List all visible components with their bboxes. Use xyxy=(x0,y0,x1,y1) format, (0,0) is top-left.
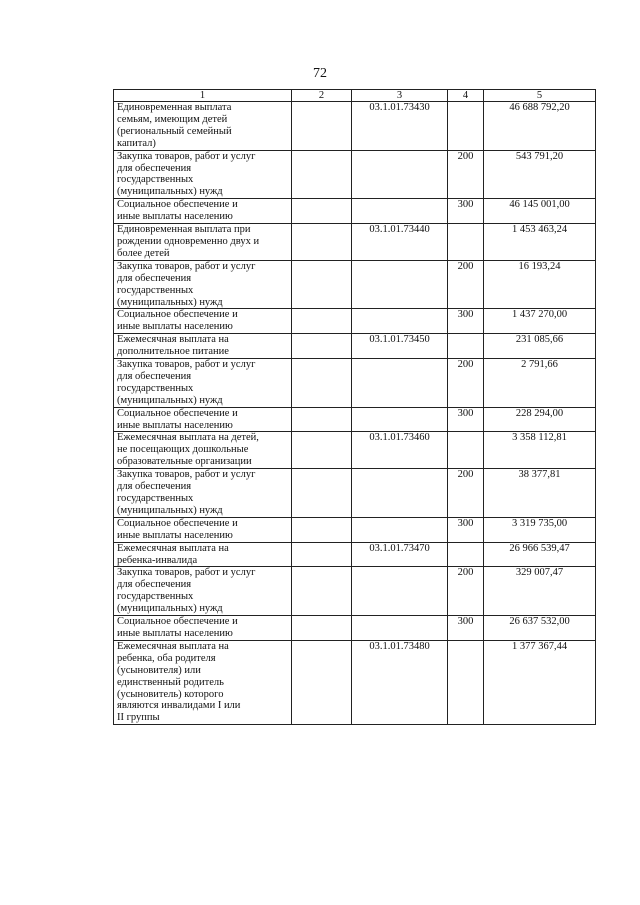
page-number: 72 xyxy=(313,66,327,81)
row-code: 03.1.01.73480 xyxy=(352,640,448,724)
row-col2 xyxy=(292,334,352,359)
budget-table xyxy=(113,89,596,725)
table-row xyxy=(114,260,596,309)
row-amount: 38 377,81 xyxy=(484,469,596,518)
row-amount: 3 319 735,00 xyxy=(484,517,596,542)
table-row xyxy=(114,616,596,641)
row-amount: 3 358 112,81 xyxy=(484,432,596,469)
table-row xyxy=(114,334,596,359)
table-row xyxy=(114,199,596,224)
row-code xyxy=(352,309,448,334)
row-col2 xyxy=(292,542,352,567)
row-amount: 1 377 367,44 xyxy=(484,640,596,724)
header-col-1: 1 xyxy=(114,90,292,102)
table-row xyxy=(114,517,596,542)
row-col2 xyxy=(292,469,352,518)
row-code xyxy=(352,407,448,432)
row-name: Закупка товаров, работ и услуг для обеспечения государственных (муниципальных) нужд xyxy=(114,260,292,309)
row-amount: 1 453 463,24 xyxy=(484,224,596,261)
row-type xyxy=(448,432,484,469)
table-row xyxy=(114,640,596,724)
row-type xyxy=(448,640,484,724)
row-amount: 2 791,66 xyxy=(484,359,596,408)
row-type: 300 xyxy=(448,199,484,224)
row-col2 xyxy=(292,432,352,469)
row-name: Ежемесячная выплата на детей, не посещающих дошкольные образовательные организации xyxy=(114,432,292,469)
row-name: Ежемесячная выплата на дополнительное питание xyxy=(114,334,292,359)
table-row xyxy=(114,224,596,261)
row-col2 xyxy=(292,640,352,724)
row-name: Закупка товаров, работ и услуг для обеспечения государственных (муниципальных) нужд xyxy=(114,150,292,199)
row-col2 xyxy=(292,517,352,542)
table-row xyxy=(114,407,596,432)
row-code xyxy=(352,199,448,224)
row-amount: 543 791,20 xyxy=(484,150,596,199)
row-amount: 329 007,47 xyxy=(484,567,596,616)
row-col2 xyxy=(292,359,352,408)
header-col-4: 4 xyxy=(448,90,484,102)
row-code xyxy=(352,469,448,518)
row-name: Ежемесячная выплата на ребенка-инвалида xyxy=(114,542,292,567)
row-name: Ежемесячная выплата на ребенка, оба родителя (усыновителя) или единственный родитель (усыновитель) которого являются инвалидами I или II группы xyxy=(114,640,292,724)
row-col2 xyxy=(292,567,352,616)
row-col2 xyxy=(292,616,352,641)
row-code: 03.1.01.73440 xyxy=(352,224,448,261)
row-code: 03.1.01.73470 xyxy=(352,542,448,567)
row-amount: 228 294,00 xyxy=(484,407,596,432)
row-col2 xyxy=(292,150,352,199)
row-code: 03.1.01.73430 xyxy=(352,102,448,151)
row-col2 xyxy=(292,199,352,224)
row-code xyxy=(352,260,448,309)
row-type: 200 xyxy=(448,150,484,199)
row-name: Социальное обеспечение и иные выплаты населению xyxy=(114,199,292,224)
row-code xyxy=(352,517,448,542)
row-col2 xyxy=(292,224,352,261)
row-amount: 46 688 792,20 xyxy=(484,102,596,151)
table-row xyxy=(114,432,596,469)
table-row xyxy=(114,469,596,518)
row-col2 xyxy=(292,309,352,334)
header-col-2: 2 xyxy=(292,90,352,102)
row-amount: 26 637 532,00 xyxy=(484,616,596,641)
row-name: Закупка товаров, работ и услуг для обеспечения государственных (муниципальных) нужд xyxy=(114,469,292,518)
row-col2 xyxy=(292,102,352,151)
table-row xyxy=(114,102,596,151)
row-name: Единовременная выплата семьям, имеющим детей (региональный семейный капитал) xyxy=(114,102,292,151)
table-row xyxy=(114,542,596,567)
row-amount: 231 085,66 xyxy=(484,334,596,359)
row-type: 300 xyxy=(448,517,484,542)
row-code xyxy=(352,359,448,408)
row-type xyxy=(448,224,484,261)
row-type: 200 xyxy=(448,567,484,616)
row-name: Закупка товаров, работ и услуг для обеспечения государственных (муниципальных) нужд xyxy=(114,359,292,408)
row-code xyxy=(352,616,448,641)
row-type xyxy=(448,542,484,567)
row-amount: 46 145 001,00 xyxy=(484,199,596,224)
row-type xyxy=(448,334,484,359)
row-code xyxy=(352,150,448,199)
table-row xyxy=(114,567,596,616)
header-col-3: 3 xyxy=(352,90,448,102)
row-name: Социальное обеспечение и иные выплаты населению xyxy=(114,309,292,334)
row-col2 xyxy=(292,260,352,309)
row-amount: 16 193,24 xyxy=(484,260,596,309)
row-type: 300 xyxy=(448,407,484,432)
row-type: 200 xyxy=(448,359,484,408)
row-type: 300 xyxy=(448,616,484,641)
row-code xyxy=(352,567,448,616)
table-row xyxy=(114,309,596,334)
row-code: 03.1.01.73450 xyxy=(352,334,448,359)
row-type: 200 xyxy=(448,260,484,309)
table-row xyxy=(114,150,596,199)
row-name: Закупка товаров, работ и услуг для обеспечения государственных (муниципальных) нужд xyxy=(114,567,292,616)
row-name: Социальное обеспечение и иные выплаты населению xyxy=(114,517,292,542)
row-name: Единовременная выплата при рождении одновременно двух и более детей xyxy=(114,224,292,261)
row-col2 xyxy=(292,407,352,432)
row-type: 200 xyxy=(448,469,484,518)
row-type: 300 xyxy=(448,309,484,334)
row-amount: 1 437 270,00 xyxy=(484,309,596,334)
table-row xyxy=(114,359,596,408)
row-amount: 26 966 539,47 xyxy=(484,542,596,567)
header-col-5: 5 xyxy=(484,90,596,102)
row-name: Социальное обеспечение и иные выплаты населению xyxy=(114,616,292,641)
row-type xyxy=(448,102,484,151)
row-name: Социальное обеспечение и иные выплаты населению xyxy=(114,407,292,432)
table-header-row xyxy=(114,90,596,102)
row-code: 03.1.01.73460 xyxy=(352,432,448,469)
